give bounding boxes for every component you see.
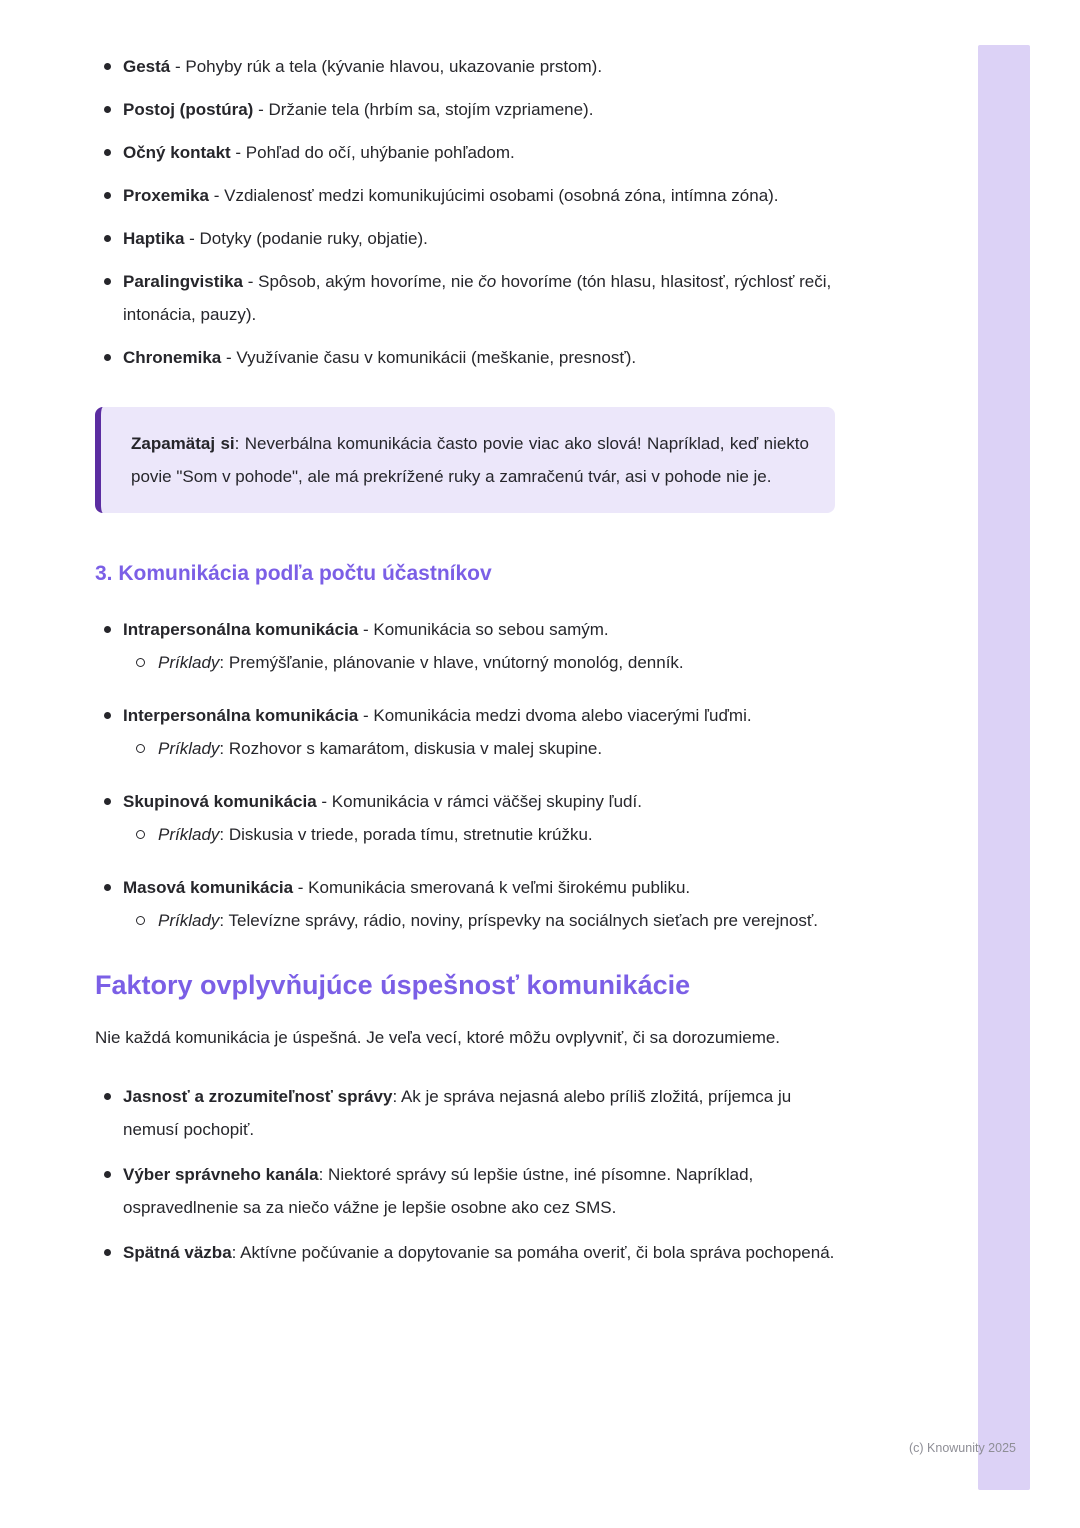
item-text [123,699,835,732]
item-text [123,785,835,818]
participants-communication-list [95,613,835,937]
term-description: - Komunikácia smerovaná k veľmi širokému publiku. [293,878,691,897]
term-label: Očný kontakt [123,143,231,162]
term-label: Postoj (postúra) [123,100,254,119]
examples-text: : Diskusia v triede, porada tímu, stretnutie krúžku. [219,825,593,844]
list-item-proxemika [95,179,835,212]
examples-label: Príklady [158,911,220,930]
term-description: - Komunikácia v rámci väčšej skupiny ľudí. [316,792,642,811]
examples-line [123,818,835,851]
term-label: Jasnosť a zrozumiteľnosť správy [123,1087,393,1106]
term-description: - Držanie tela (hrbím sa, stojím vzpriamene). [253,100,594,119]
term-label: Intrapersonálna komunikácia [123,620,359,639]
term-label: Gestá [123,57,171,76]
term-label: Chronemika [123,348,222,367]
examples-label: Príklady [158,825,220,844]
examples-label: Príklady [158,653,220,672]
term-label: Skupinová komunikácia [123,792,317,811]
list-item-skupinova [95,785,835,851]
copyright-notice: (c) Knowunity 2025 [908,1441,1016,1455]
examples-text: : Televízne správy, rádio, noviny, príspevky na sociálnych sieťach pre verejnosť. [219,911,819,930]
examples-text: : Premýšľanie, plánovanie v hlave, vnútorný monológ, denník. [219,653,684,672]
callout-box [95,407,835,513]
section-heading-factors: Faktory ovplyvňujúce úspešnosť komunikácie [95,970,691,1000]
list-item-postoj [95,93,835,126]
term-description: - Dotyky (podanie ruky, objatie). [184,229,428,248]
emphasized-word: čo [478,272,497,291]
term-description: : Niektoré správy sú lepšie ústne, iné písomne. Napríklad, ospravedlnenie sa za niečo vážne je lepšie osobne ako cez SMS. [123,1165,754,1217]
term-description: - Pohyby rúk a tela (kývanie hlavou, ukazovanie prstom). [170,57,603,76]
list-item-paralingvistika [95,265,835,331]
examples-line [123,904,835,937]
term-label: Paralingvistika [123,272,244,291]
list-item-intrapersonalna [95,613,835,679]
list-item-chronemika [95,341,835,374]
examples-label: Príklady [158,739,220,758]
list-item-vyber-kanala [95,1158,835,1224]
term-description: : Aktívne počúvanie a dopytovanie sa pomáha overiť, či bola správa pochopená. [231,1243,835,1262]
term-label: Proxemika [123,186,209,205]
term-label: Interpersonálna komunikácia [123,706,359,725]
list-item-gesta [95,50,835,83]
factors-list [95,1080,835,1269]
term-label: Masová komunikácia [123,878,294,897]
term-label: Spätná väzba [123,1243,232,1262]
term-description: : Ak je správa nejasná alebo príliš zložitá, príjemca ju nemusí pochopiť. [123,1087,792,1139]
item-text [123,613,835,646]
list-item-haptika [95,222,835,255]
term-description: - Vzdialenosť medzi komunikujúcimi osobami (osobná zóna, intímna zóna). [209,186,779,205]
page-margin-strip [978,45,1030,1490]
document-content [95,50,835,1281]
term-description: - Pohľad do očí, uhýbanie pohľadom. [230,143,515,162]
term-label: Výber správneho kanála [123,1165,319,1184]
list-item-spatna-vazba [95,1236,835,1269]
callout-label: Zapamätaj si [131,434,235,453]
list-item-jasnost [95,1080,835,1146]
section-heading-participants: 3. Komunikácia podľa počtu účastníkov [95,562,492,585]
list-item-interpersonalna [95,699,835,765]
examples-line [123,646,835,679]
term-description: hovoríme (tón hlasu, hlasitosť, rýchlosť reči, intonácia, pauzy). [123,272,832,324]
factors-intro-paragraph: Nie každá komunikácia je úspešná. Je veľa vecí, ktoré môžu ovplyvniť, či sa dorozumieme. [95,1028,781,1047]
term-label: Haptika [123,229,185,248]
nonverbal-communication-list [95,50,835,374]
examples-text: : Rozhovor s kamarátom, diskusia v malej skupine. [219,739,603,758]
list-item-masova [95,871,835,937]
term-description: - Komunikácia medzi dvoma alebo viacerými ľuďmi. [358,706,752,725]
examples-line [123,732,835,765]
list-item-ocny-kontakt [95,136,835,169]
item-text [123,871,835,904]
term-description: - Komunikácia so sebou samým. [358,620,609,639]
term-description: - Spôsob, akým hovoríme, nie [243,272,479,291]
term-description: - Využívanie času v komunikácii (meškanie, presnosť). [221,348,637,367]
callout-text: : Neverbálna komunikácia často povie viac ako slová! Napríklad, keď niekto povie "Som v pohode", ale má prekrížené ruky a zamračenú tvár, asi v pohode nie je. [131,434,809,486]
